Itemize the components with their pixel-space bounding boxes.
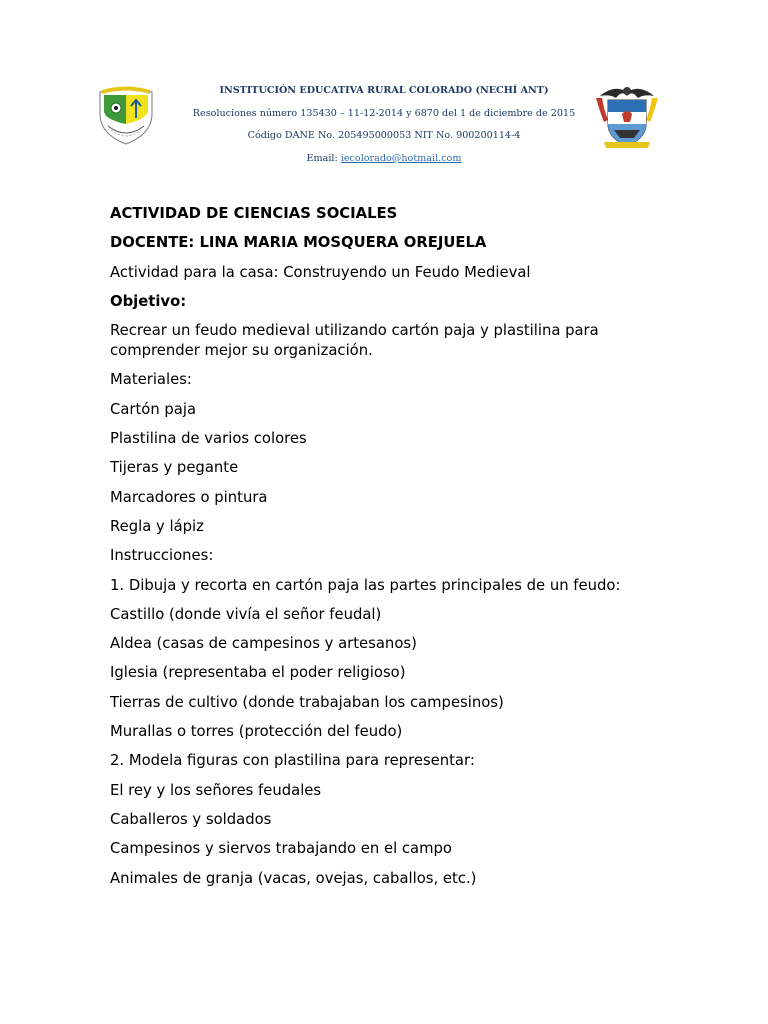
figure-item: El rey y los señores feudales bbox=[110, 781, 322, 799]
teacher-name: DOCENTE: LINA MARIA MOSQUERA OREJUELA bbox=[110, 234, 487, 252]
resolutions-line: Resoluciones número 135430 – 11-12-2014 y 6870 del 1 de diciembre de 2015 bbox=[192, 107, 576, 119]
instruction-step-2: 2. Modela figuras con plastilina para representar: bbox=[110, 752, 475, 770]
feudo-part-item: Murallas o torres (protección del feudo) bbox=[110, 723, 403, 741]
activity-title: ACTIVIDAD DE CIENCIAS SOCIALES bbox=[110, 205, 398, 222]
colombia-coat-of-arms-logo bbox=[594, 82, 660, 150]
institution-info bbox=[190, 85, 578, 176]
feudo-part-item: Tierras de cultivo (donde trabajaban los campesinos) bbox=[110, 693, 504, 711]
email-link[interactable]: iecolorado@hotmail.com bbox=[340, 153, 462, 165]
material-item: Cartón paja bbox=[110, 400, 197, 418]
institution-name: INSTITUCIÓN EDUCATIVA RURAL COLORADO (NECHÍ ANT) bbox=[219, 85, 549, 96]
objective-text: Recrear un feudo medieval utilizando cartón paja y plastilina para comprender mejor su organización. bbox=[110, 322, 599, 360]
email-label: Email: bbox=[306, 153, 338, 165]
figure-item: Caballeros y soldados bbox=[110, 810, 272, 828]
activity-subtitle: Actividad para la casa: Construyendo un Feudo Medieval bbox=[110, 263, 531, 281]
school-shield-logo bbox=[96, 84, 156, 146]
materials-heading: Materiales: bbox=[110, 371, 192, 389]
dane-nit-line: Código DANE No. 205495000053 NIT No. 900200114-4 bbox=[247, 130, 521, 142]
objective-heading: Objetivo: bbox=[110, 292, 187, 310]
instruction-step-1: 1. Dibuja y recorta en cartón paja las partes principales de un feudo: bbox=[110, 576, 621, 594]
material-item: Plastilina de varios colores bbox=[110, 430, 307, 448]
instructions-heading: Instrucciones: bbox=[110, 547, 214, 565]
activity-document bbox=[110, 204, 670, 898]
material-item: Tijeras y pegante bbox=[110, 459, 239, 477]
email-line bbox=[190, 153, 578, 176]
material-item: Marcadores o pintura bbox=[110, 488, 268, 506]
letterhead bbox=[0, 80, 768, 180]
feudo-part-item: Aldea (casas de campesinos y artesanos) bbox=[110, 635, 417, 653]
figure-item: Animales de granja (vacas, ovejas, caballos, etc.) bbox=[110, 869, 477, 887]
figure-item: Campesinos y siervos trabajando en el campo bbox=[110, 840, 452, 858]
material-item: Regla y lápiz bbox=[110, 517, 204, 535]
feudo-part-item: Iglesia (representaba el poder religioso) bbox=[110, 664, 406, 682]
feudo-part-item: Castillo (donde vivía el señor feudal) bbox=[110, 605, 382, 623]
